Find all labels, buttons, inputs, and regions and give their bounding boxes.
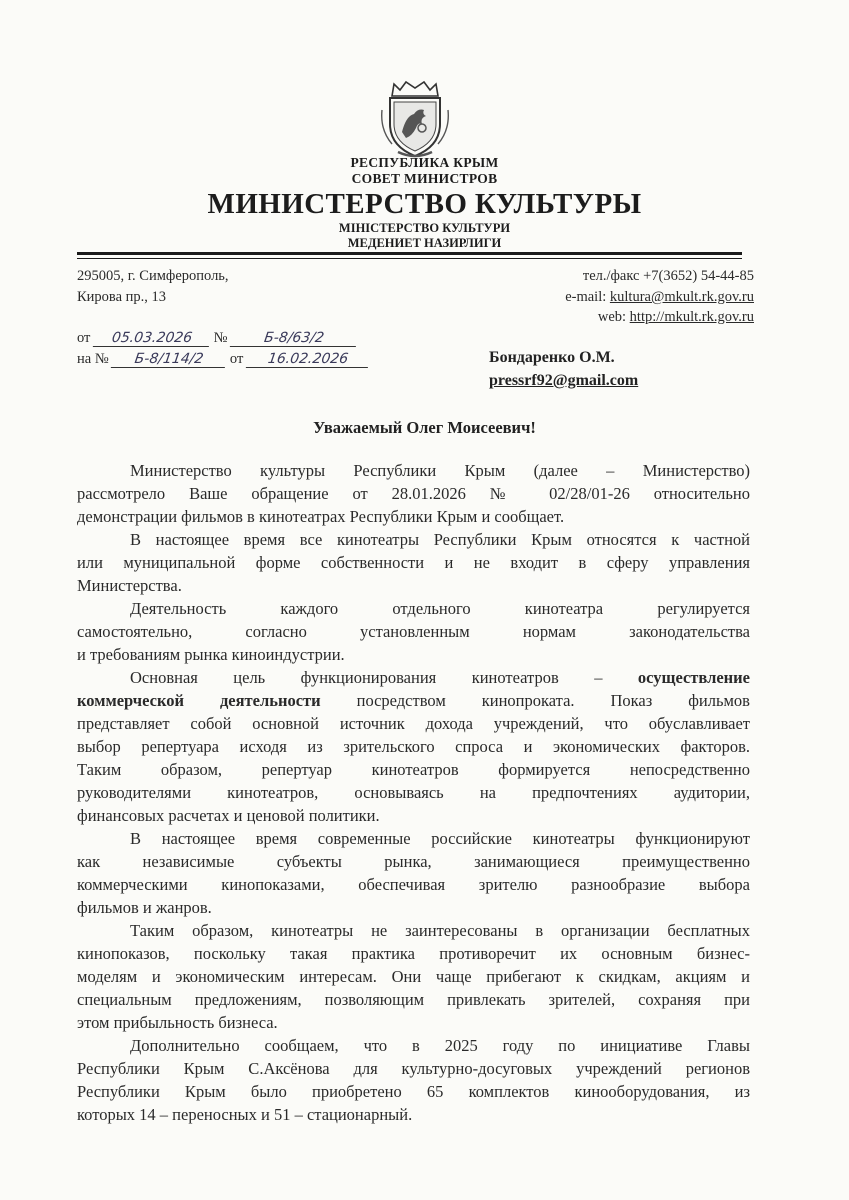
body-line: коммерческими кинопоказами, обеспечивая зрителю разнообразие выбора	[77, 875, 750, 894]
body-line	[77, 668, 750, 688]
body-line: Дополнительно сообщаем, что в 2025 году по инициативе Главы	[130, 1036, 750, 1055]
header-ministry-crimean-tatar: МЕДЕНИЕТ НАЗИРЛИГИ	[347, 236, 502, 250]
body-line: В настоящее время современные российские кинотеатры функционируют	[130, 829, 750, 848]
body-line: представляет собой основной источник дохода учреждений, что обуславливает	[77, 714, 750, 733]
contact-web	[598, 309, 754, 326]
body-line	[77, 691, 750, 711]
body-text: Основная цель функционирования кинотеатров –	[130, 668, 603, 687]
web-label: web:	[597, 309, 630, 325]
body-text: посредством кинопроката. Показ фильмов	[320, 691, 750, 710]
header-ministry: МИНИСТЕРСТВО КУЛЬТУРЫ	[207, 188, 642, 220]
body-line: Министерства.	[77, 576, 182, 595]
body-line: специальным предложениям, позволяющим привлекать зрителей, сохраняя при	[77, 990, 750, 1009]
body-line: моделям и экономическим интересам. Они чаще прибегают к скидкам, акциям и	[77, 967, 750, 986]
contact-phone	[583, 268, 754, 285]
address-line-2: Кирова пр., 13	[77, 289, 167, 305]
body-line: В настоящее время все кинотеатры Республики Крым относятся к частной	[130, 530, 750, 549]
phone-number: +7(3652) 54-44-85	[643, 268, 754, 284]
crimea-coat-of-arms-icon	[378, 80, 452, 158]
ministry-email-link[interactable]: kultura@mkult.rk.gov.ru	[609, 289, 754, 305]
ref-number-label: на №	[77, 351, 109, 367]
body-line: фильмов и жанров.	[77, 898, 212, 917]
body-line: рассмотрело Ваше обращение от 28.01.2026 № 02/28/01-26 относительно	[77, 484, 750, 503]
reg-number-label: №	[213, 330, 228, 346]
contact-email	[565, 289, 754, 306]
header-republic: РЕСПУБЛИКА КРЫМ	[350, 155, 499, 170]
ministry-web-link[interactable]: http://mkult.rk.gov.ru	[629, 309, 754, 325]
greeting: Уважаемый Олег Моисеевич!	[313, 418, 536, 437]
body-line: Министерство культуры Республики Крым (далее – Министерство)	[130, 461, 750, 480]
body-bold-text: осуществление	[637, 668, 751, 687]
header-council: СОВЕТ МИНИСТРОВ	[351, 171, 498, 186]
body-line: этом прибыльность бизнеса.	[77, 1013, 278, 1032]
body-line: и требованиям рынка киноиндустрии.	[77, 645, 345, 664]
email-label: e-mail:	[565, 289, 610, 305]
body-line: Республики Крым было приобретено 65 комплектов кинооборудования, из	[77, 1082, 750, 1101]
phone-label: тел./факс	[582, 268, 644, 284]
body-line: руководителями кинотеатров, основываясь на предпочтениях аудитории,	[77, 783, 750, 802]
registration-line	[77, 330, 357, 347]
body-line: или муниципальной форме собственности и не входит в сферу управления	[77, 553, 750, 572]
body-line: которых 14 – переносных и 51 – стационарный.	[77, 1105, 413, 1124]
body-line: кинопоказов, поскольку такая практика противоречит их основным бизнес-	[77, 944, 750, 963]
body-line: Таким образом, кинотеатры не заинтересованы в организации бесплатных	[130, 921, 750, 940]
body-line: самостоятельно, согласно установленным нормам законодательства	[77, 622, 750, 641]
reg-from-label: от	[77, 330, 91, 346]
body-line: выбор репертуара исходя из зрительского спроса и экономических факторов.	[77, 737, 750, 756]
header-divider-thick	[77, 252, 742, 255]
body-line: финансовых расчетах и ценовой политики.	[77, 806, 380, 825]
reg-date: 05.03.2026	[93, 330, 211, 347]
ref-number: Б-8/114/2	[111, 351, 227, 368]
reference-line	[77, 351, 369, 368]
body-bold-text: коммерческой деятельности	[77, 691, 321, 710]
addressee-email-link[interactable]: pressrf92@gmail.com	[489, 372, 639, 389]
ref-date: 16.02.2026	[246, 351, 370, 368]
reg-number: Б-8/63/2	[230, 330, 358, 347]
ref-from-label: от	[229, 351, 244, 367]
header-divider-thin	[77, 258, 742, 259]
addressee-name: Бондаренко О.М.	[489, 349, 615, 366]
body-line: Таким образом, репертуар кинотеатров формируется непосредственно	[77, 760, 750, 779]
address-line-1: 295005, г. Симферополь,	[77, 268, 229, 284]
body-line: Деятельность каждого отдельного кинотеатра регулируется	[130, 599, 750, 618]
body-line: демонстрации фильмов в кинотеатрах Республики Крым и сообщает.	[77, 507, 565, 526]
body-line: Республики Крым С.Аксёнова для культурно-досуговых учреждений регионов	[77, 1059, 750, 1078]
body-line: как независимые субъекты рынка, занимающиеся преимущественно	[77, 852, 750, 871]
header-ministry-ukrainian: МІНІСТЕРСТВО КУЛЬТУРИ	[338, 221, 511, 235]
